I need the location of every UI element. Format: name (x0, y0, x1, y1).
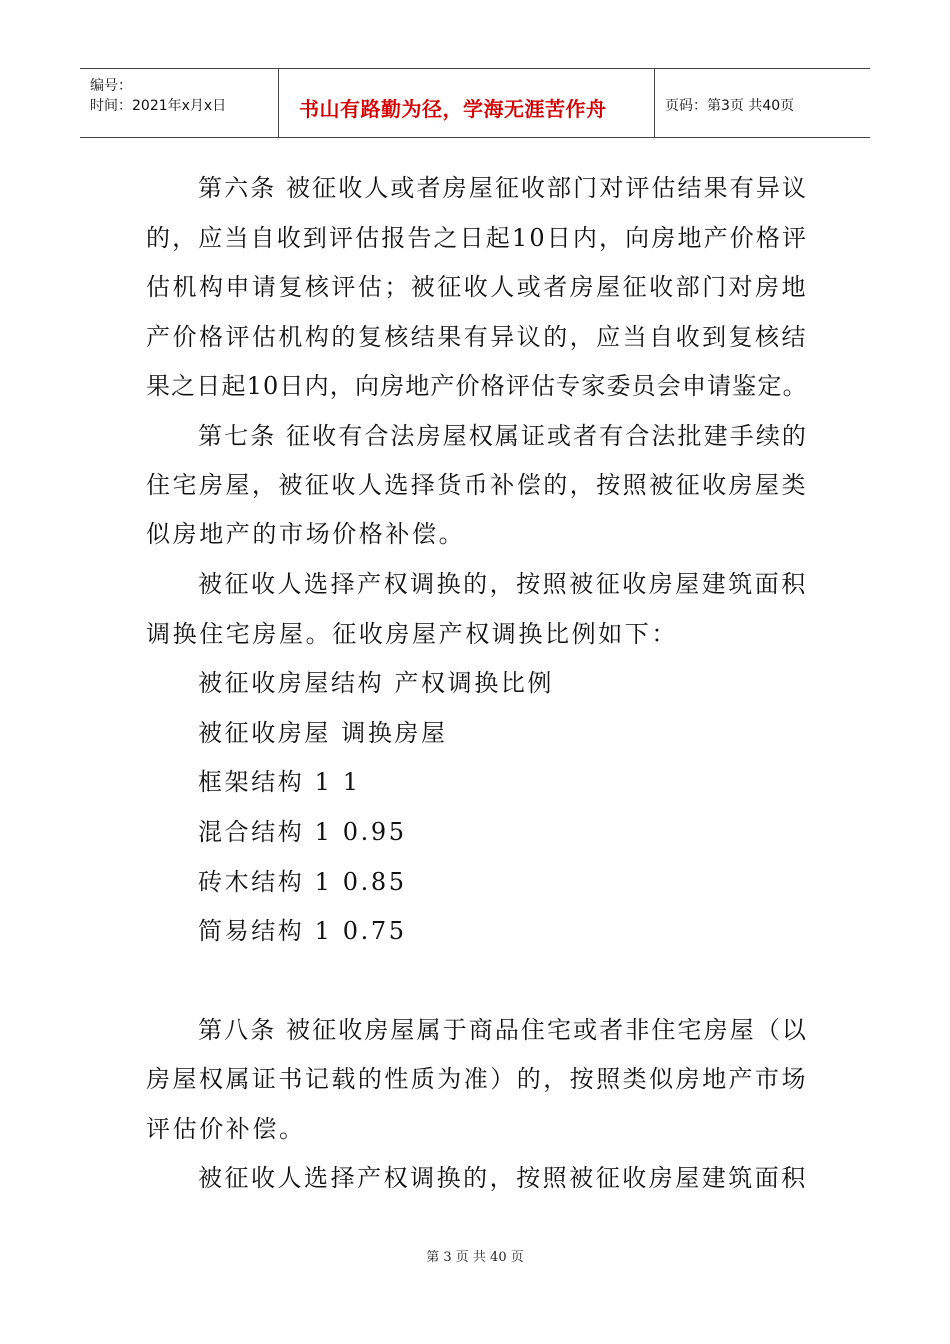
table-row-line: 框架结构 1 1 (198, 768, 361, 796)
page-info: 页码：第3页 共40页 (665, 98, 795, 114)
page-footer: 第 3 页 共 40 页 (426, 1250, 524, 1265)
paragraph-line: 房屋权属证书记载的性质为准）的，按照类似房地产市场 (146, 1065, 808, 1093)
table-row-line: 简易结构 1 0.75 (198, 917, 407, 945)
paragraph-line: 产价格评估机构的复核结果有异议的，应当自收到复核结 (146, 323, 808, 351)
motto-text: 书山有路勤为径，学海无涯苦作舟 (299, 97, 607, 121)
header-page-cell (655, 69, 870, 137)
table-row-line: 混合结构 1 0.95 (198, 818, 407, 846)
paragraph-line: 估机构申请复核评估；被征收人或者房屋征收部门对房地 (146, 273, 808, 301)
paragraph-line: 被征收人选择产权调换的，按照被征收房屋建筑面积 (198, 570, 808, 598)
table-subheader-line: 被征收房屋 调换房屋 (198, 719, 448, 747)
table-header-line: 被征收房屋结构 产权调换比例 (198, 669, 555, 697)
paragraph-line: 被征收人选择产权调换的，按照被征收房屋建筑面积 (198, 1164, 808, 1192)
header-meta-cell (80, 69, 279, 137)
page-header (80, 68, 870, 138)
paragraph-line: 评估价补偿。 (146, 1115, 306, 1143)
paragraph-line: 的，应当自收到评估报告之日起10日内，向房地产价格评 (146, 224, 809, 252)
paragraph-line: 似房地产的市场价格补偿。 (146, 520, 466, 548)
paragraph-line: 第六条 被征收人或者房屋征收部门对评估结果有异议 (198, 174, 809, 202)
table-row-line: 砖木结构 1 0.85 (198, 868, 407, 896)
paragraph-line: 果之日起10日内，向房地产价格评估专家委员会申请鉴定。 (146, 372, 808, 400)
number-label: 编号： (90, 78, 132, 94)
paragraph-line: 第八条 被征收房屋属于商品住宅或者非住宅房屋（以 (198, 1016, 809, 1044)
time-label: 时间：2021年x月x日 (90, 98, 227, 114)
paragraph-line: 第七条 征收有合法房屋权属证或者有合法批建手续的 (198, 422, 809, 450)
paragraph-line: 住宅房屋，被征收人选择货币补偿的，按照被征收房屋类 (146, 471, 808, 499)
header-motto-cell (279, 69, 655, 137)
paragraph-line: 调换住宅房屋。征收房屋产权调换比例如下： (146, 620, 678, 648)
